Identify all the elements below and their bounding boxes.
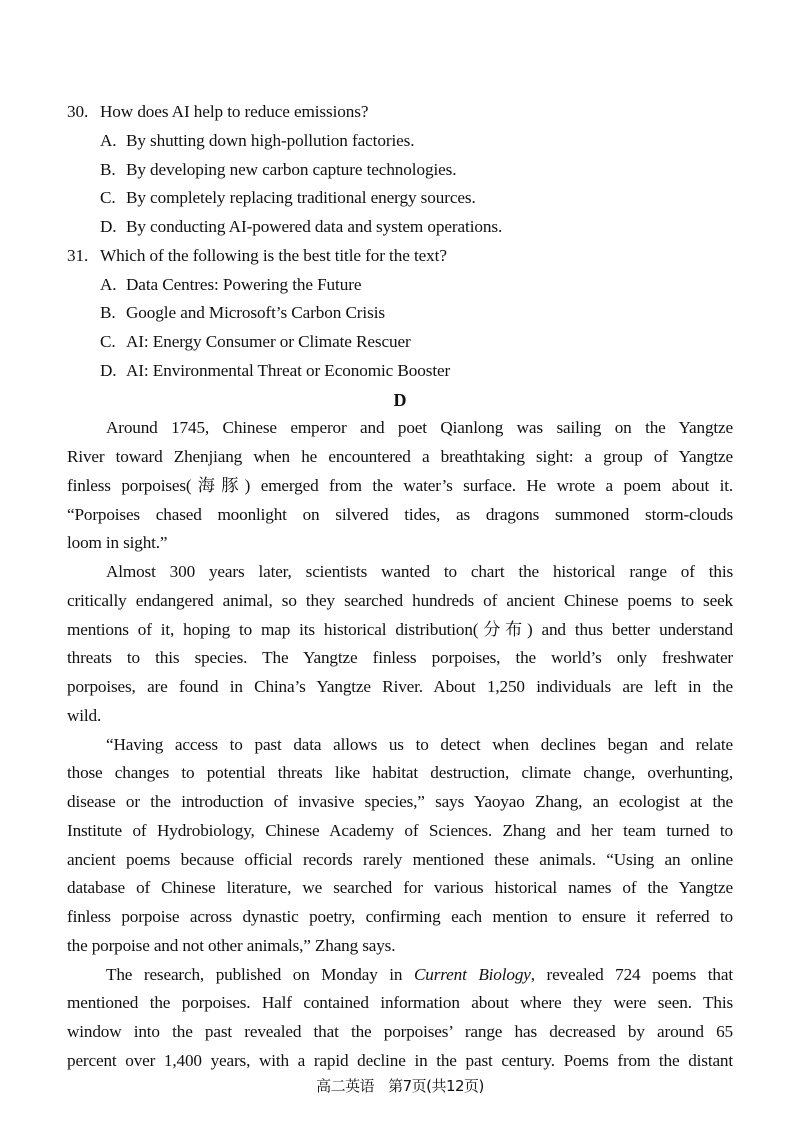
- question-stem: [67, 242, 733, 271]
- question-30: [67, 98, 733, 242]
- passage-paragraph-3: [67, 731, 733, 961]
- exam-page: [67, 98, 733, 1076]
- text-line: database of Chinese literature, we searched for various historical names of the Yangtze: [67, 878, 733, 898]
- text-line: percent over 1,400 years, with a rapid decline in the past century. Poems from the distant: [67, 1050, 733, 1070]
- passage-paragraph-2: [67, 558, 733, 731]
- question-stem: [67, 98, 733, 127]
- option-text: By completely replacing traditional energy sources.: [126, 188, 476, 208]
- option-text: By shutting down high-pollution factories.: [126, 130, 415, 150]
- text-line: “Having access to past data allows us to detect when declines began and relate: [106, 734, 733, 754]
- text-line: River toward Zhenjiang when he encountered a breathtaking sight: a group of Yangtze: [67, 447, 733, 466]
- text-line: Around 1745, Chinese emperor and poet Qianlong was sailing on the Yangtze: [106, 418, 733, 438]
- text-line: window into the past revealed that the porpoises’ range has decreased by around 65: [67, 1022, 733, 1041]
- passage-paragraph-4: [67, 961, 733, 1076]
- question-text: Which of the following is the best title for the text?: [100, 245, 447, 265]
- passage-paragraph-1: [67, 414, 733, 558]
- text-line: mentioned the porpoises. Half contained information about where they were seen. This: [67, 993, 733, 1013]
- option-letter: A.: [100, 130, 117, 150]
- option-text: Data Centres: Powering the Future: [126, 274, 362, 294]
- text-line: ancient poems because official records rarely mentioned these animals. “Using an online: [67, 849, 733, 869]
- option-letter: D.: [100, 360, 117, 380]
- text-line: “Porpoises chased moonlight on silvered tides, as dragons summoned storm-clouds: [67, 504, 733, 524]
- option-letter: A.: [100, 274, 117, 294]
- option-d: [67, 357, 733, 386]
- text-line: finless porpoises(海豚) emerged from the water’s surface. He wrote a poem about it.: [67, 475, 733, 495]
- question-number: 30.: [67, 102, 89, 121]
- option-text: AI: Environmental Threat or Economic Booster: [126, 360, 451, 380]
- option-letter: C.: [100, 332, 116, 351]
- option-text: By developing new carbon capture technologies.: [126, 159, 457, 179]
- text-line: disease or the introduction of invasive species,” says Yaoyao Zhang, an ecologist at the: [67, 792, 733, 811]
- option-d: [67, 213, 733, 242]
- section-heading: D: [393, 389, 407, 410]
- text-line: those changes to potential threats like habitat destruction, climate change, overhunting,: [67, 763, 733, 783]
- text-line: Almost 300 years later, scientists wanted to chart the historical range of this: [106, 562, 733, 581]
- page-footer: [0, 1074, 800, 1098]
- text-line: loom in sight.”: [67, 533, 168, 553]
- option-letter: C.: [100, 188, 116, 208]
- text-line: critically endangered animal, so they searched hundreds of ancient Chinese poems to seek: [67, 590, 733, 610]
- footer-page-info: 第7页(共12页): [388, 1077, 484, 1095]
- option-letter: B.: [100, 303, 116, 323]
- journal-title: Current Biology: [413, 964, 531, 984]
- text-line: Institute of Hydrobiology, Chinese Academy of Sciences. Zhang and her team turned to: [67, 820, 733, 840]
- text-line: wild.: [67, 705, 102, 725]
- question-number: 31.: [67, 245, 89, 265]
- question-31: [67, 242, 733, 386]
- option-b: [67, 156, 733, 185]
- text-line: [67, 961, 733, 990]
- option-letter: D.: [100, 217, 117, 236]
- option-a: [67, 271, 733, 300]
- text-line: porpoises, are found in China’s Yangtze River. About 1,250 individuals are left in the: [67, 677, 733, 696]
- option-a: [67, 127, 733, 156]
- text-run: , revealed 724 poems that: [530, 964, 733, 984]
- option-c: [67, 328, 733, 357]
- text-line: the porpoise and not other animals,” Zhang says.: [67, 935, 396, 955]
- option-letter: B.: [100, 159, 116, 179]
- option-text: AI: Energy Consumer or Climate Rescuer: [126, 332, 411, 351]
- text-run: The research, published on Monday in: [106, 964, 414, 984]
- text-line: finless porpoise across dynastic poetry, confirming each mention to ensure it referred to: [67, 907, 733, 926]
- option-b: [67, 299, 733, 328]
- option-text: Google and Microsoft’s Carbon Crisis: [126, 303, 385, 323]
- option-c: [67, 184, 733, 213]
- text-line: threats to this species. The Yangtze finless porpoises, the world’s only freshwater: [67, 648, 733, 668]
- footer-subject: 高二英语: [316, 1077, 375, 1095]
- question-text: How does AI help to reduce emissions?: [100, 102, 369, 121]
- text-line: mentions of it, hoping to map its historical distribution(分布) and thus better understand: [67, 619, 733, 639]
- option-text: By conducting AI-powered data and system operations.: [126, 217, 503, 236]
